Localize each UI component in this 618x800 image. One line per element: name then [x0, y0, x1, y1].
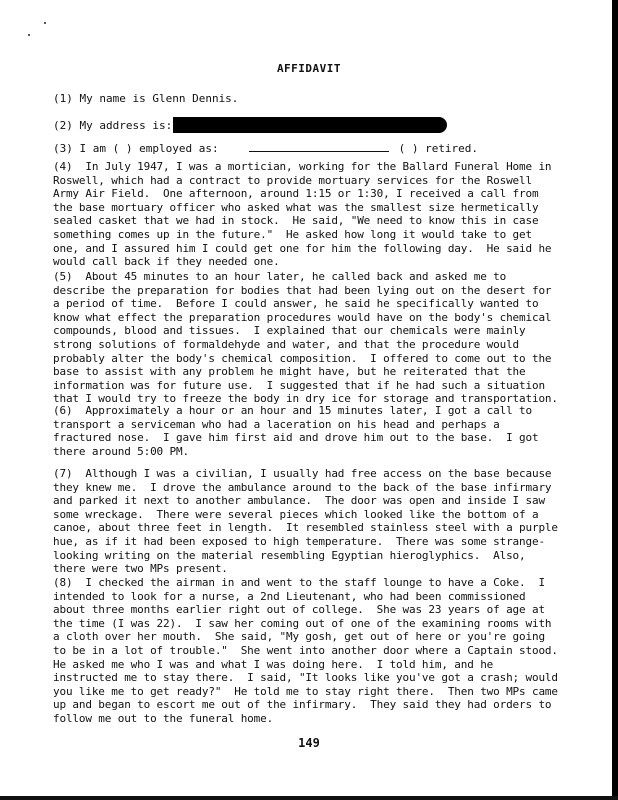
scan-speck [44, 22, 46, 24]
employment-label: (3) I am ( ) employed as: [53, 142, 219, 155]
scan-speck [28, 34, 30, 36]
paragraph-8: (8) I checked the airman in and went to the staff lounge to have a Coke. I intended to look for a nurse, a 2nd Lieutenant, who had been commissioned about three months earlier right out of college. She was 23 years of age at the time (I was 22). I saw her coming out of one of the examining rooms with a cloth over her mouth. She said, "My gosh, get out of here or you're going to be in a lot of trouble." She went into another door where a Captain stood. He asked me who I was and what I was doing here. I told him, and he instructed me to stay there. I said, "It looks like you've got a crash; would you like me to get ready?" He told me to stay right there. Then two MPs came up and began to escort me out of the infirmary. They said they had orders to follow me out to the funeral home. [53, 576, 558, 725]
page-number: 149 [298, 736, 320, 750]
address-label: (2) My address is: [53, 119, 173, 132]
scan-edge-right [612, 0, 618, 800]
paragraph-6: (6) Approximately a hour or an hour and 15 minutes later, I got a call to transport a serviceman who had a laceration on his head and perhaps a fractured nose. I gave him first aid and drove him out to the base. I got there around 5:00 PM. [53, 404, 539, 458]
paragraph-5: (5) About 45 minutes to an hour later, he called back and asked me to describe the preparation for bodies that had been lying out on the desert for a period of time. Before I could answer, he said he specifically wanted to know what effect the preparation procedures would have on the body's chemical compounds, blood and tissues. I explained that our chemicals were mainly strong solutions of formaldehyde and water, and that the procedure would probably alter the body's chemical composition. I offered to come out to the base to assist with any problem he might have, but he reiterated that the information was for future use. I suggested that if he had such a situation that I would try to freeze the body in dry ice for storage and transportation. [53, 270, 558, 406]
paragraph-4: (4) In July 1947, I was a mortician, working for the Ballard Funeral Home in Roswell, which had a contract to provide mortuary services for the Roswell Army Air Field. One afternoon, around 1:15 or 1:30, I received a call from the base mortuary officer who asked what was the smallest size hermetically sealed casket that we had in stock. He said, "We need to know this in case something comes up in the future." He asked how long it would take to get one, and I assured him I could get one for him the following day. He said he would call back if they needed one. [53, 160, 552, 269]
document-title: AFFIDAVIT [276, 62, 342, 75]
name-line: (1) My name is Glenn Dennis. [53, 92, 239, 105]
redaction-bar [173, 117, 447, 133]
employment-blank [249, 142, 389, 152]
employment-line [53, 142, 478, 155]
scan-edge-bottom [0, 796, 618, 800]
retired-label: ( ) retired. [398, 142, 479, 155]
paragraph-7: (7) Although I was a civilian, I usually had free access on the base because they knew me. I drove the ambulance around to the back of the base infirmary and parked it next to another ambulance. The door was open and inside I saw some wreckage. There were several pieces which looked like the bottom of a canoe, about three feet in length. It resembled stainless steel with a purple hue, as if it had been exposed to high temperature. There was some strange- looking writing on the material resembling Egyptian hieroglyphics. Also, there were two MPs present. [53, 467, 558, 576]
address-line [53, 117, 447, 133]
